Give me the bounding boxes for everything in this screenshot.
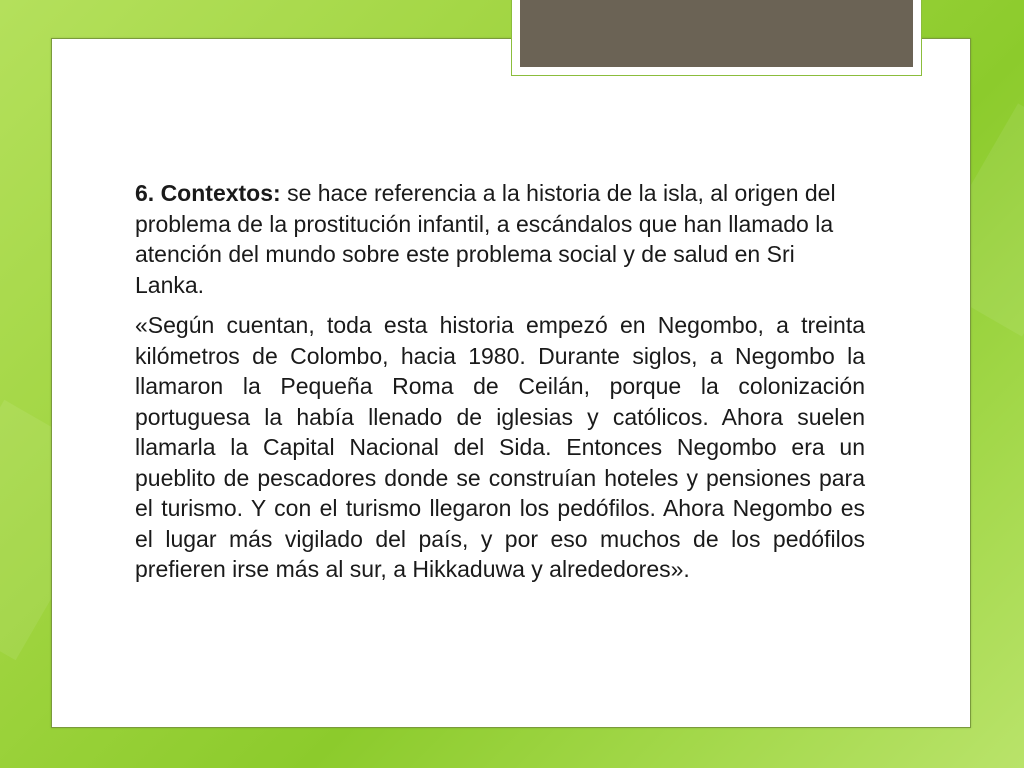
paragraph-text: se hace referencia a la historia de la isla, al origen del problema de la prostitución infantil, a escándalos que han llamado la atención del mundo sobre este problema social y de salud en Sri Lanka.	[135, 180, 836, 298]
paragraph-heading: 6. Contextos:	[135, 180, 281, 206]
paragraph-contextos	[135, 178, 865, 300]
title-placeholder-bar	[520, 0, 913, 67]
paragraph-quote: «Según cuentan, toda esta historia empezó en Negombo, a treinta kilómetros de Colombo, hacia 1980. Durante siglos, a Negombo la llamaron la Pequeña Roma de Ceilán, porque la colonización portuguesa la había llenado de iglesias y católicos. Ahora suelen llamarla la Capital Nacional del Sida. Entonces Negombo era un pueblito de pescadores donde se construían hoteles y pensiones para el turismo. Y con el turismo llegaron los pedófilos. Ahora Negombo es el lugar más vigilado del país, y por eso muchos de los pedófilos prefieren irse más al sur, a Hikkaduwa y alrededores».	[135, 312, 865, 582]
title-placeholder-frame	[511, 0, 922, 76]
slide-body-text	[135, 178, 865, 595]
